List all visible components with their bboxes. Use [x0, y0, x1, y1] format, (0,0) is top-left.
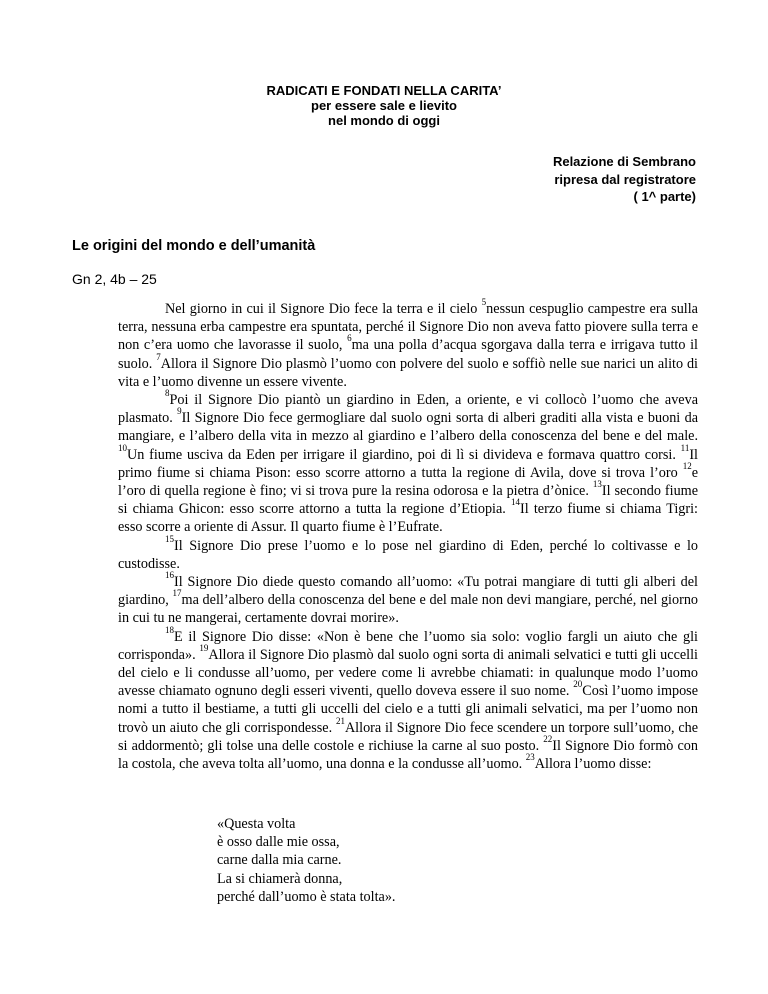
poem-line: carne dalla mia carne. — [217, 852, 342, 869]
verse-number: 12 — [682, 460, 692, 471]
report-recording-note: ripresa dal registratore — [554, 172, 696, 187]
scripture-paragraph — [118, 570, 699, 628]
verse-number: 15 — [165, 533, 174, 544]
verse-text: Il Signore Dio prese l’uomo e lo pose nel giardino di Eden, perché lo coltivasse e lo custodisse. — [118, 537, 698, 572]
scripture-paragraph — [118, 533, 698, 573]
verse-number: 11 — [680, 442, 690, 453]
report-part: ( 1^ parte) — [633, 189, 696, 204]
verse-text: E il Signore Dio disse: «Non è bene che l’uomo sia solo: voglio fargli un aiuto che gli corrisponda». — [118, 628, 698, 663]
verse-text: Poi il Signore Dio piantò un giardino in Eden, a oriente, e vi collocò l’uomo che aveva plasmato. — [118, 392, 698, 427]
verse-number: 17 — [172, 588, 182, 599]
verse-text: Un fiume usciva da Eden per irrigare il giardino, poi di lì si divideva e formava quattro corsi. — [127, 446, 681, 463]
verse-number: 22 — [543, 733, 553, 744]
scripture-paragraph — [118, 624, 699, 774]
verse-text: Nel giorno in cui il Signore Dio fece la terra e il cielo — [165, 301, 482, 317]
verse-number: 5 — [481, 297, 487, 307]
verse-text: Il Signore Dio fece germogliare dal suolo ogni sorta di alberi graditi alla vista e buoni da mangiare, e l’albero della vita in mezzo al giardino e l’albero della conoscenza del bene e del male. — [118, 410, 698, 445]
section-title: Le origini del mondo e dell’umanità — [72, 238, 316, 254]
verse-text: Il Signore Dio formò con la costola, che aveva tolta all’uomo, una donna e la condusse all’uomo. — [118, 737, 698, 773]
verse-text: Il secondo fiume si chiama Ghicon: esso scorre attorno a tutta la regione d’Etiopia. — [118, 483, 698, 518]
verse-number: 6 — [347, 333, 352, 344]
verse-number: 7 — [156, 351, 161, 362]
verse-number: 10 — [118, 442, 127, 453]
verse-text: Il terzo fiume si chiama Tigri: esso scorre a oriente di Assur. Il quarto fiume è l’Eufrate. — [118, 501, 699, 536]
poem-line: La si chiamerà donna, — [217, 870, 343, 887]
verse-text: ma una polla d’acqua sgorgava dalla terra e irrigava tutto il suolo. — [118, 337, 699, 372]
poem-line: perché dall’uomo è stata tolta». — [217, 888, 396, 905]
verse-number: 20 — [573, 679, 583, 690]
verse-text: nessun cespuglio campestre era sulla terra, nessuna erba campestre era spuntata, perché il Signore Dio non aveva fatto piovere sulla terra e non c’era uomo che lavorasse il suolo, — [118, 301, 698, 354]
poem-line: «Questa volta — [217, 816, 296, 832]
verse-text: Il primo fiume si chiama Pison: esso scorre attorno a tutta la regione di Avila, dove si trova l’oro — [118, 446, 698, 481]
verse-text: Allora il Signore Dio plasmò dal suolo ogni sorta di animali selvatici e tutti gli uccelli del cielo e li condusse all’uomo, per vedere come li avrebbe chiamati: in qualunque modo l’uomo avesse chiamato ognuno degli esseri viventi, quello doveva essere il suo nome. — [118, 646, 698, 700]
document-title: RADICATI E FONDATI NELLA CARITA’ — [266, 83, 502, 98]
verse-number: 18 — [165, 624, 174, 635]
verse-number: 9 — [177, 406, 182, 417]
scripture-text — [118, 297, 699, 773]
verse-number: 16 — [165, 570, 174, 581]
scripture-paragraph — [118, 388, 699, 537]
verse-number: 21 — [335, 715, 345, 726]
verse-text: Allora il Signore Dio fece scendere un torpore sull’uomo, che si addormentò; gli tolse una delle costole e richiuse la carne al suo posto. — [118, 719, 699, 754]
document-subtitle-line2: nel mondo di oggi — [328, 113, 440, 128]
document-subtitle: per essere sale e lievito — [311, 98, 457, 113]
verse-text: e l’oro di quella regione è fino; vi si trova pure la resina odorosa e la pietra d’ònice. — [118, 464, 698, 500]
scripture-reference: Gn 2, 4b – 25 — [72, 271, 157, 287]
report-source: Relazione di Sembrano — [552, 154, 696, 169]
verse-text: Allora l’uomo disse: — [534, 756, 652, 773]
verse-number: 8 — [165, 388, 170, 399]
poem-line: è osso dalle mie ossa, — [217, 834, 340, 851]
verse-text: Allora il Signore Dio plasmò l’uomo con polvere del suolo e soffiò nelle sue narici un alito di vita e l’uomo divenne un essere vivente. — [118, 355, 698, 390]
verse-number: 19 — [199, 642, 209, 653]
verse-text: ma dell’albero della conoscenza del bene e del male non devi mangiare, perché, nel giorno in cui tu ne mangerai, certamente dovrai morire». — [118, 592, 699, 627]
verse-text: Il Signore Dio diede questo comando all’uomo: «Tu potrai mangiare di tutti gli alberi del giardino, — [118, 574, 698, 609]
verse-text: Così l’uomo impose nomi a tutto il bestiame, a tutti gli uccelli del cielo e a tutti gli animali selvatici, ma per l’uomo non trovò un aiuto che gli corrispondesse. — [118, 683, 698, 736]
verse-number: 13 — [592, 479, 602, 490]
scripture-paragraph — [118, 297, 699, 391]
poem-block — [217, 815, 395, 906]
verse-number: 14 — [511, 497, 521, 508]
verse-number: 23 — [525, 752, 535, 763]
